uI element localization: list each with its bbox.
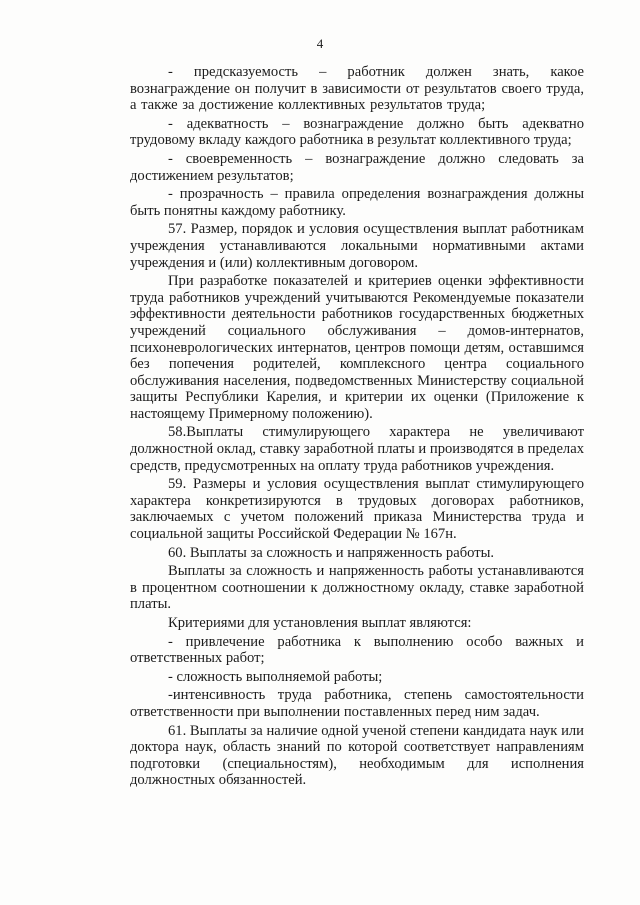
page-number: 4: [316, 36, 324, 51]
paragraph-performance-indicators: При разработке показателей и критериев оценки эффективности труда работников учреждений учитываются Рекомендуемые показатели эффективности деятельности работников государственных бюджетных учреждений социального обслуживания – домов-интернатов, психоневрологических интернатов, центров помощи детям, оставшимся без попечения родителей, комплексного центра социального обслуживания населения, подведомственных Министерству социальной защиты Республики Карелия, и критерии их оценки (Приложение к настоящему Примерному положению).: [130, 273, 584, 422]
paragraph-criterion-intensity: -интенсивность труда работника, степень самостоятельности ответственности при выполнении поставленных перед ним задач.: [130, 687, 584, 720]
paragraph-item-58: 58.Выплаты стимулирующего характера не увеличивают должностной оклад, ставку заработной платы и производятся в пределах средств, предусмотренных на оплату труда работников учреждения.: [130, 424, 584, 474]
paragraph-criterion-complexity: - сложность выполняемой работы;: [168, 668, 383, 685]
paragraph-item-60: 60. Выплаты за сложность и напряженность работы.: [168, 544, 495, 561]
paragraph-complexity-payments: Выплаты за сложность и напряженность работы устанавливаются в процентном соотношении к должностному окладу, ставке заработной платы.: [130, 563, 584, 613]
paragraph-predictability: - предсказуемость – работник должен знать, какое вознаграждение он получит в зависимости от результатов своего труда, а также за достижение коллективных результатов труда;: [130, 64, 584, 114]
paragraph-criterion-important-work: - привлечение работника к выполнению особо важных и ответственных работ;: [130, 633, 584, 667]
paragraph-item-59: 59. Размеры и условия осуществления выплат стимулирующего характера конкретизируются в трудовых договорах работников, заключаемых с учетом положений приказа Министерства труда и социальной защиты Российской Федерации № 167н.: [130, 476, 584, 543]
paragraph-item-57: 57. Размер, порядок и условия осуществления выплат работникам учреждения устанавливаются локальными нормативными актами учреждения и (или) коллективным договором.: [130, 221, 584, 271]
paragraph-criteria-heading: Критериями для установления выплат являются:: [168, 615, 472, 631]
paragraph-item-61: 61. Выплаты за наличие одной ученой степени кандидата наук или доктора наук, область знаний по которой соответствует направлениям подготовки (специальностям), необходимым для исполнения должностных обязанностей.: [130, 722, 584, 789]
paragraph-transparency: - прозрачность – правила определения вознаграждения должны быть понятны каждому работнику.: [130, 186, 584, 219]
paragraph-adequacy: - адекватность – вознаграждение должно быть адекватно трудовому вкладу каждого работника в результат коллективного труда;: [130, 115, 584, 149]
document-body: [130, 64, 584, 791]
paragraph-timeliness: - своевременность – вознаграждение должно следовать за достижением результатов;: [130, 150, 584, 184]
